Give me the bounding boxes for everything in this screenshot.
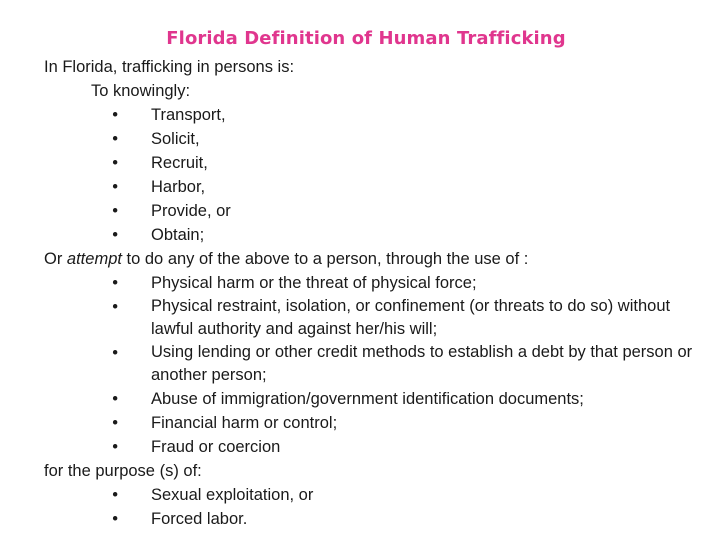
list-item [44, 151, 704, 175]
list-item [44, 175, 704, 199]
list-item-text: Financial harm or control; [151, 414, 338, 432]
bullet-icon: • [112, 486, 118, 504]
list-item [44, 435, 704, 459]
list-item-text: Solicit, [151, 130, 200, 148]
list-item [44, 199, 704, 223]
bullet-icon: • [112, 414, 118, 432]
attempt-text [44, 247, 704, 271]
list-item [44, 295, 704, 341]
list-item [44, 271, 704, 295]
list-item [44, 223, 704, 247]
bullet-icon: • [112, 106, 118, 124]
list-item [44, 127, 704, 151]
list-item-text: Physical restraint, isolation, or confinement (or threats to do so) without lawful authority and against her/his will; [151, 297, 671, 338]
list-item [44, 103, 704, 127]
list-item-text: Fraud or coercion [151, 438, 281, 456]
bullet-icon: • [112, 344, 118, 362]
page-title: Florida Definition of Human Trafficking [166, 28, 566, 49]
knowingly-text: To knowingly: [91, 82, 191, 100]
means-list [44, 271, 704, 459]
bullet-icon: • [112, 510, 118, 528]
list-item-text: Provide, or [151, 202, 231, 220]
list-item-text: Sexual exploitation, or [151, 486, 314, 504]
intro-text: In Florida, trafficking in persons is: [44, 58, 295, 76]
list-item-text: Abuse of immigration/government identification documents; [151, 390, 584, 408]
bullet-icon: • [112, 130, 118, 148]
bullet-icon: • [112, 298, 118, 316]
actions-list [44, 103, 704, 247]
attempt-emphasis: attempt [66, 250, 122, 268]
list-item [44, 411, 704, 435]
bullet-icon: • [112, 202, 118, 220]
list-item-text: Recruit, [151, 154, 208, 172]
list-item-text: Using lending or other credit methods to establish a debt by that person or another person; [151, 343, 693, 384]
list-item-text: Harbor, [151, 178, 206, 196]
list-item-text: Transport, [151, 106, 226, 124]
list-item-text: Physical harm or the threat of physical force; [151, 274, 477, 292]
definition-body [44, 55, 704, 531]
attempt-suffix: to do any of the above to a person, through the use of : [121, 250, 529, 268]
bullet-icon: • [112, 178, 118, 196]
bullet-icon: • [112, 274, 118, 292]
purposes-list [44, 483, 704, 531]
list-item [44, 387, 704, 411]
bullet-icon: • [112, 154, 118, 172]
list-item-text: Obtain; [151, 226, 205, 244]
attempt-prefix: Or [44, 250, 67, 268]
bullet-icon: • [112, 438, 118, 456]
list-item [44, 341, 704, 387]
list-item [44, 483, 704, 507]
bullet-icon: • [112, 390, 118, 408]
purpose-text: for the purpose (s) of: [44, 462, 202, 480]
bullet-icon: • [112, 226, 118, 244]
list-item [44, 507, 704, 531]
list-item-text: Forced labor. [151, 510, 248, 528]
